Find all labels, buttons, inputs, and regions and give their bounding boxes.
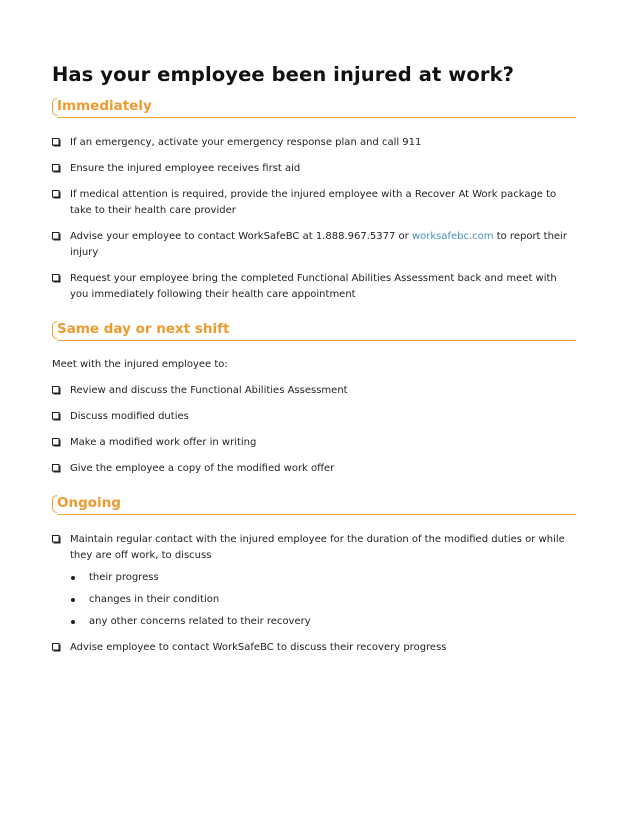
section-header-same-day (52, 319, 576, 341)
section-rule (57, 514, 576, 515)
bullet-icon (71, 620, 75, 624)
same-day-list (52, 383, 576, 477)
item-text: Discuss modified duties (70, 411, 189, 422)
document-page (52, 62, 576, 656)
list-item (52, 409, 576, 425)
section-rule (57, 117, 576, 118)
ongoing-sub-list (52, 570, 576, 630)
list-item (52, 135, 576, 151)
section-rule (57, 340, 576, 341)
item-text: If medical attention is required, provide the injured employee with a Recover At Work package to take to their health care provider (70, 189, 557, 216)
item-text: Advise your employee to contact WorkSafeBC at 1.888.967.5377 or (70, 231, 412, 242)
list-item (52, 229, 576, 261)
sub-item-text: any other concerns related to their recovery (89, 616, 311, 627)
item-text: Maintain regular contact with the injured employee for the duration of the modified duties or while they are off work, to discuss (70, 534, 565, 561)
checkbox-icon (52, 164, 61, 173)
list-item (52, 435, 576, 451)
checkbox-icon (52, 386, 61, 395)
item-text: Review and discuss the Functional Abilities Assessment (70, 385, 348, 396)
bullet-icon (71, 598, 75, 602)
checkbox-icon (52, 190, 61, 199)
worksafebc-link[interactable]: worksafebc.com (411, 231, 494, 242)
item-text: If an emergency, activate your emergency response plan and call 911 (70, 137, 422, 148)
checkbox-icon (52, 138, 61, 147)
list-item (52, 383, 576, 399)
ongoing-list-continued (52, 640, 576, 656)
checkbox-icon (52, 274, 61, 283)
list-item (52, 461, 576, 477)
sub-list-item (52, 570, 576, 586)
checkbox-icon (52, 232, 61, 241)
section-title: Immediately (57, 98, 152, 114)
item-text: Ensure the injured employee receives first aid (70, 163, 301, 174)
checkbox-icon (52, 438, 61, 447)
immediately-list (52, 135, 576, 303)
sub-list-item (52, 614, 576, 630)
page-title: Has your employee been injured at work? (52, 63, 515, 86)
sub-item-text: their progress (89, 572, 159, 583)
sub-item-text: changes in their condition (89, 594, 220, 605)
list-item (52, 532, 576, 564)
section-intro: Meet with the injured employee to: (52, 359, 228, 370)
item-text: Advise employee to contact WorkSafeBC to discuss their recovery progress (70, 642, 447, 653)
list-item (52, 271, 576, 303)
bullet-icon (71, 576, 75, 580)
checkbox-icon (52, 412, 61, 421)
checkbox-icon (52, 535, 61, 544)
list-item (52, 161, 576, 177)
item-text: Give the employee a copy of the modified work offer (70, 463, 335, 474)
section-title: Ongoing (57, 495, 121, 511)
item-text: Request your employee bring the completed Functional Abilities Assessment back and meet with you immediately following their health care appointment (70, 273, 557, 300)
section-title: Same day or next shift (57, 321, 230, 337)
item-text: Make a modified work offer in writing (70, 437, 257, 448)
sub-list-item (52, 592, 576, 608)
checkbox-icon (52, 464, 61, 473)
list-item (52, 640, 576, 656)
item-text: to report their injury (70, 231, 567, 258)
section-header-immediately (52, 96, 576, 118)
checkbox-icon (52, 643, 61, 652)
ongoing-list (52, 532, 576, 564)
list-item (52, 187, 576, 219)
section-header-ongoing (52, 493, 576, 515)
